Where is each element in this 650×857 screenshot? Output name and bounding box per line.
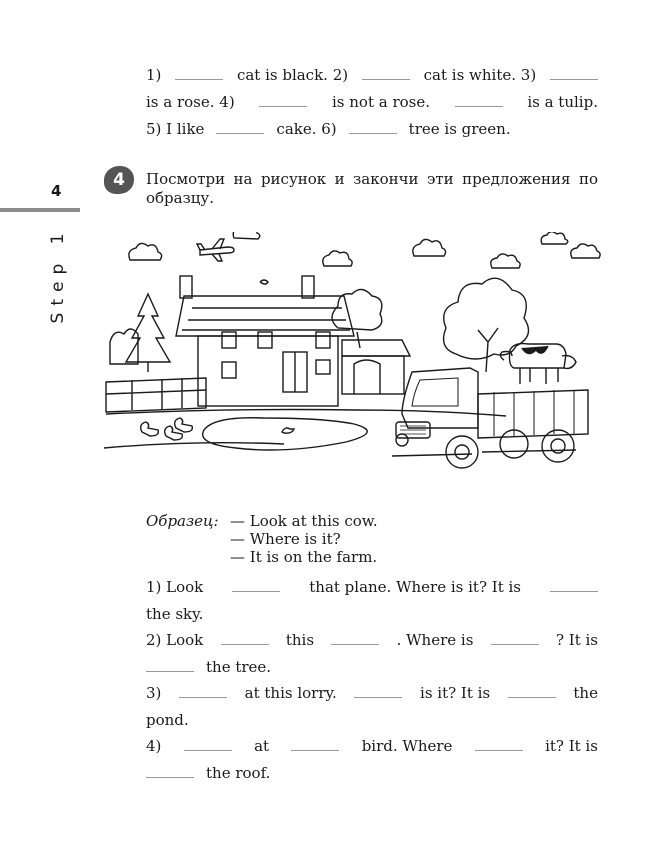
- fir-tree-icon: [126, 294, 170, 372]
- ex4-text: the sky.: [146, 605, 204, 623]
- ex4-text: the: [573, 684, 598, 702]
- cloud-icon: [233, 232, 260, 239]
- sample-label: Образец:: [146, 512, 219, 530]
- ex4-q4-line-1: [146, 737, 598, 755]
- answer-blank[interactable]: [259, 105, 307, 107]
- cow-icon: [500, 344, 576, 384]
- answer-blank[interactable]: [550, 590, 598, 592]
- answer-blank[interactable]: [491, 643, 539, 645]
- answer-blank[interactable]: [354, 696, 402, 698]
- ex4-q2-line-1: [146, 631, 598, 649]
- sample-line: — It is on the farm.: [230, 548, 378, 566]
- page-number: 4: [51, 182, 62, 200]
- answer-blank[interactable]: [331, 643, 379, 645]
- ex3-line-1: [146, 66, 598, 84]
- ex4-text: is it? It is: [420, 684, 491, 702]
- cloud-icon: [129, 243, 162, 260]
- ex4-q2-line-2: [146, 658, 598, 676]
- plane-icon: [197, 239, 234, 261]
- answer-blank[interactable]: [455, 105, 503, 107]
- ex3-line-2: [146, 93, 598, 111]
- answer-blank[interactable]: [550, 78, 598, 80]
- ex3-text: is a rose. 4): [146, 93, 235, 111]
- cloud-icon: [571, 244, 600, 258]
- cloud-icon: [541, 232, 568, 244]
- ex4-text: pond.: [146, 711, 189, 729]
- answer-blank[interactable]: [362, 78, 410, 80]
- tree-icon: [332, 289, 382, 348]
- ex4-q1-line-1: [146, 578, 598, 596]
- pond: [203, 418, 368, 450]
- sample-line: — Look at this cow.: [230, 512, 378, 530]
- stone-wall: [106, 378, 206, 412]
- duck-icon: [282, 428, 294, 433]
- duck-icon: [141, 422, 159, 436]
- answer-blank[interactable]: [184, 749, 232, 751]
- task-instruction: Посмотри на рисунок и закончи эти предложения по образцу.: [146, 170, 598, 207]
- tree-icon: [444, 278, 529, 372]
- answer-blank[interactable]: [175, 78, 223, 80]
- ex3-text: cat is white. 3): [423, 66, 537, 84]
- ex4-text: this: [285, 631, 315, 649]
- ex3-text: tree is green.: [408, 120, 511, 138]
- ex4-text: at: [254, 737, 270, 755]
- ex4-text: the roof.: [206, 764, 271, 782]
- cloud-icon: [491, 254, 520, 268]
- sample-block: [146, 512, 378, 566]
- ex4-text: 1) Look: [146, 578, 204, 596]
- ex3-text: cake. 6): [276, 120, 337, 138]
- duck-icon: [165, 426, 183, 440]
- ex3-text: 1): [146, 66, 162, 84]
- house: [176, 276, 410, 406]
- lorry: [392, 368, 588, 468]
- task-number-badge: 4: [104, 166, 134, 194]
- sample-line: — Where is it?: [230, 530, 341, 548]
- duck-icon: [175, 418, 193, 432]
- ex4-q1-line-2: [146, 605, 598, 623]
- answer-blank[interactable]: [146, 670, 194, 672]
- ex3-text: is not a rose.: [332, 93, 431, 111]
- ex4-q3-line-2: [146, 711, 598, 729]
- bird-on-roof-icon: [260, 280, 268, 284]
- margin-rule: [0, 208, 80, 212]
- answer-blank[interactable]: [179, 696, 227, 698]
- answer-blank[interactable]: [475, 749, 523, 751]
- ex4-text: 2) Look: [146, 631, 204, 649]
- cloud-icon: [413, 239, 446, 256]
- ex4-text: at this lorry.: [244, 684, 337, 702]
- ex3-text: is a tulip.: [527, 93, 598, 111]
- ex3-text: cat is black. 2): [236, 66, 349, 84]
- ex4-q4-line-2: [146, 764, 598, 782]
- ex4-text: bird. Where: [361, 737, 453, 755]
- farm-illustration: [102, 232, 607, 482]
- ex4-text: 3): [146, 684, 162, 702]
- step-label: Step 1: [48, 226, 68, 324]
- answer-blank[interactable]: [216, 132, 264, 134]
- ex4-text: 4): [146, 737, 162, 755]
- answer-blank[interactable]: [221, 643, 269, 645]
- ex4-text: ? It is: [555, 631, 598, 649]
- cloud-icon: [323, 251, 352, 266]
- answer-blank[interactable]: [508, 696, 556, 698]
- ex3-text: 5) I like: [146, 120, 205, 138]
- ex4-text: that plane. Where is it? It is: [309, 578, 521, 596]
- answer-blank[interactable]: [146, 776, 194, 778]
- ex4-text: . Where is: [396, 631, 474, 649]
- ex3-line-3: [146, 120, 598, 138]
- ex4-text: it? It is: [545, 737, 598, 755]
- ex4-q3-line-1: [146, 684, 598, 702]
- ex4-text: the tree.: [206, 658, 272, 676]
- answer-blank[interactable]: [349, 132, 397, 134]
- answer-blank[interactable]: [232, 590, 280, 592]
- answer-blank[interactable]: [291, 749, 339, 751]
